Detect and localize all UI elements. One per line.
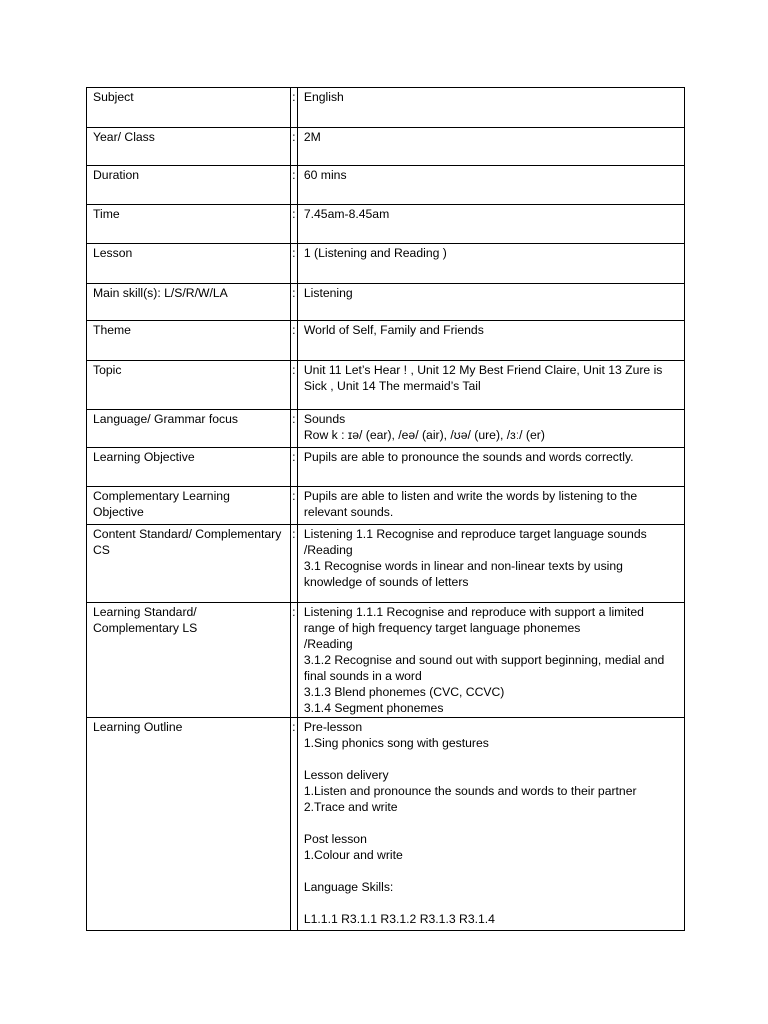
row-theme xyxy=(87,321,685,361)
label-learning-standard: Learning Standard/ Complementary LS xyxy=(87,603,291,718)
value-complementary-objective: Pupils are able to listen and write the words by listening to the relevant sounds. xyxy=(297,487,684,525)
label-time: Time xyxy=(87,205,291,244)
separator: : xyxy=(290,321,297,361)
value-learning-standard: Listening 1.1.1 Recognise and reproduce with support a limited range of high frequency target language phonemes /Reading 3.1.2 Recognise and sound out with support beginning, medial and final sounds in a word 3.1.3 Blend phonemes (CVC, CCVC) 3.1.4 Segment phonemes xyxy=(297,603,684,718)
label-learning-outline: Learning Outline xyxy=(87,718,291,931)
separator: : xyxy=(290,205,297,244)
value-topic: Unit 11 Let’s Hear ! , Unit 12 My Best Friend Claire, Unit 13 Zure is Sick , Unit 14 The mermaid’s Tail xyxy=(297,361,684,410)
separator: : xyxy=(290,448,297,487)
separator: : xyxy=(290,603,297,718)
value-content-standard: Listening 1.1 Recognise and reproduce target language sounds /Reading 3.1 Recognise words in linear and non-linear texts by using knowledge of sounds of letters xyxy=(297,525,684,603)
row-subject xyxy=(87,88,685,128)
label-year-class: Year/ Class xyxy=(87,128,291,166)
value-learning-outline: Pre-lesson 1.Sing phonics song with gestures Lesson delivery 1.Listen and pronounce the sounds and words to their partner 2.Trace and write Post lesson 1.Colour and write Language Skills: L1.1.1 R3.1.1 R3.1.2 R3.1.3 R3.1.4 xyxy=(297,718,684,931)
label-duration: Duration xyxy=(87,166,291,205)
value-language-focus: Sounds Row k : ɪə/ (ear), /eə/ (air), /ʊə/ (ure), /ɜː/ (er) xyxy=(297,410,684,448)
separator: : xyxy=(290,718,297,931)
separator: : xyxy=(290,525,297,603)
label-main-skills: Main skill(s): L/S/R/W/LA xyxy=(87,284,291,321)
value-lesson: 1 (Listening and Reading ) xyxy=(297,244,684,284)
label-content-standard: Content Standard/ Complementary CS xyxy=(87,525,291,603)
label-lesson: Lesson xyxy=(87,244,291,284)
value-theme: World of Self, Family and Friends xyxy=(297,321,684,361)
value-time: 7.45am-8.45am xyxy=(297,205,684,244)
separator: : xyxy=(290,487,297,525)
row-language-focus xyxy=(87,410,685,448)
label-complementary-objective: Complementary Learning Objective xyxy=(87,487,291,525)
separator: : xyxy=(290,284,297,321)
value-duration: 60 mins xyxy=(297,166,684,205)
label-subject: Subject xyxy=(87,88,291,128)
separator: : xyxy=(290,88,297,128)
value-year-class: 2M xyxy=(297,128,684,166)
label-theme: Theme xyxy=(87,321,291,361)
separator: : xyxy=(290,166,297,205)
row-learning-outline xyxy=(87,718,685,931)
row-duration xyxy=(87,166,685,205)
row-year-class xyxy=(87,128,685,166)
row-learning-objective xyxy=(87,448,685,487)
row-topic xyxy=(87,361,685,410)
label-language-focus: Language/ Grammar focus xyxy=(87,410,291,448)
value-learning-objective: Pupils are able to pronounce the sounds and words correctly. xyxy=(297,448,684,487)
row-main-skills xyxy=(87,284,685,321)
row-lesson xyxy=(87,244,685,284)
row-complementary-objective xyxy=(87,487,685,525)
label-topic: Topic xyxy=(87,361,291,410)
value-subject: English xyxy=(297,88,684,128)
row-time xyxy=(87,205,685,244)
separator: : xyxy=(290,244,297,284)
row-learning-standard xyxy=(87,603,685,718)
lesson-plan-table xyxy=(86,87,685,931)
separator: : xyxy=(290,410,297,448)
value-main-skills: Listening xyxy=(297,284,684,321)
row-content-standard xyxy=(87,525,685,603)
separator: : xyxy=(290,361,297,410)
separator: : xyxy=(290,128,297,166)
label-learning-objective: Learning Objective xyxy=(87,448,291,487)
